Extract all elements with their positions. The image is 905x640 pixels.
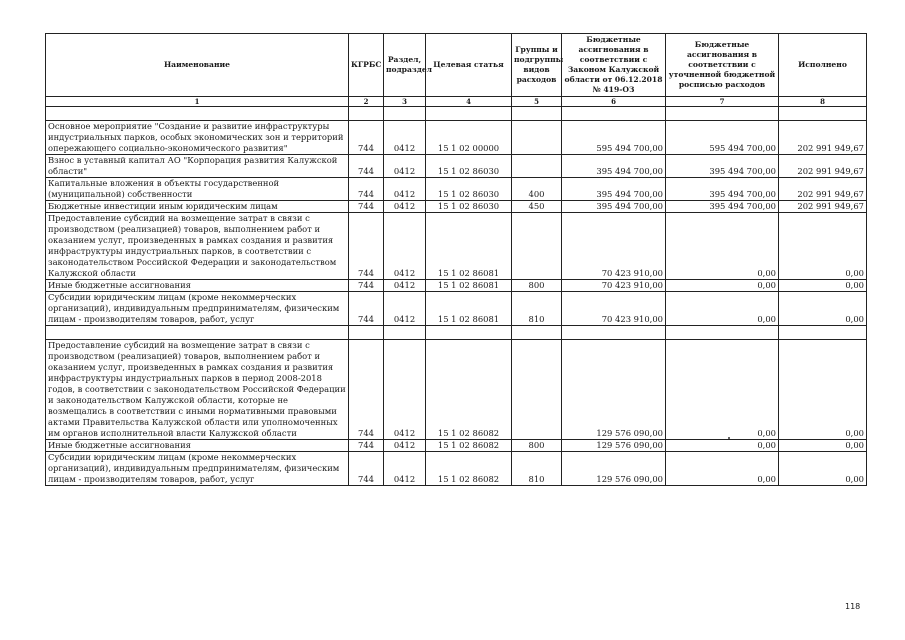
row-executed: 0,00 (779, 280, 867, 292)
column-number: 1 (46, 97, 349, 107)
row-name: Субсидии юридическим лицам (кроме некоммерческих организаций), индивидуальным предпринимателям, физическим лицам - производителям товаров, работ, услуг (46, 452, 349, 486)
row-executed: 0,00 (779, 340, 867, 440)
row-assigned-refined: 595 494 700,00 (666, 121, 779, 155)
row-kgrbs: 744 (349, 178, 384, 201)
header-name: Наименование (46, 34, 349, 97)
row-group: 810 (512, 452, 562, 486)
row-assigned-law: 595 494 700,00 (562, 121, 666, 155)
column-number: 4 (426, 97, 512, 107)
row-group: 450 (512, 201, 562, 213)
table-row (46, 280, 867, 292)
row-assigned-law: 395 494 700,00 (562, 155, 666, 178)
row-target: 15 1 02 00000 (426, 121, 512, 155)
row-target: 15 1 02 86081 (426, 292, 512, 326)
row-kgrbs: 744 (349, 440, 384, 452)
stray-mark (728, 437, 730, 439)
row-name: Иные бюджетные ассигнования (46, 440, 349, 452)
column-number: 2 (349, 97, 384, 107)
row-target: 15 1 02 86030 (426, 178, 512, 201)
row-assigned-refined: 395 494 700,00 (666, 155, 779, 178)
budget-table (45, 33, 867, 486)
row-kgrbs: 744 (349, 121, 384, 155)
table-row (46, 155, 867, 178)
row-assigned-law: 395 494 700,00 (562, 201, 666, 213)
row-target: 15 1 02 86081 (426, 213, 512, 280)
row-assigned-refined: 0,00 (666, 213, 779, 280)
row-executed: 202 991 949,67 (779, 178, 867, 201)
row-section: 0412 (384, 201, 426, 213)
row-assigned-law: 70 423 910,00 (562, 280, 666, 292)
row-executed: 0,00 (779, 452, 867, 486)
row-assigned-law: 129 576 090,00 (562, 340, 666, 440)
row-kgrbs: 744 (349, 280, 384, 292)
row-assigned-law: 129 576 090,00 (562, 452, 666, 486)
row-target: 15 1 02 86082 (426, 440, 512, 452)
row-target: 15 1 02 86030 (426, 155, 512, 178)
row-section: 0412 (384, 213, 426, 280)
row-target: 15 1 02 86082 (426, 452, 512, 486)
row-name: Субсидии юридическим лицам (кроме некоммерческих организаций), индивидуальным предпринимателям, физическим лицам - производителям товаров, работ, услуг (46, 292, 349, 326)
row-group (512, 213, 562, 280)
table-row (46, 340, 867, 440)
row-assigned-refined: 395 494 700,00 (666, 178, 779, 201)
table-row (46, 201, 867, 213)
row-kgrbs: 744 (349, 292, 384, 326)
row-executed: 202 991 949,67 (779, 155, 867, 178)
column-number: 8 (779, 97, 867, 107)
column-number: 6 (562, 97, 666, 107)
row-assigned-refined: 395 494 700,00 (666, 201, 779, 213)
row-name: Взнос в уставный капитал АО "Корпорация развития Калужской области" (46, 155, 349, 178)
row-name: Предоставление субсидий на возмещение затрат в связи с производством (реализацией) товаров, выполнением работ и оказанием услуг, произведенных в рамках создания и развития инфраструктуры индустриальных парков в период 2008-2018 годов, в соответствии с законодательством Российской Федерации и законодательством Калужской области, которые не возмещались в соответствии с иными нормативными правовыми актами Правительства Калужской области или уполномоченных им органов исполнительной власти Калужской области (46, 340, 349, 440)
row-group: 810 (512, 292, 562, 326)
row-kgrbs: 744 (349, 155, 384, 178)
row-group (512, 155, 562, 178)
budget-table-sheet (45, 33, 866, 486)
table-row (46, 178, 867, 201)
row-assigned-refined: 0,00 (666, 292, 779, 326)
row-executed: 0,00 (779, 213, 867, 280)
row-group (512, 340, 562, 440)
spacer-row (46, 326, 867, 340)
row-assigned-refined: 0,00 (666, 440, 779, 452)
header-assigned-law: Бюджетные ассигнования в соответствии с Законом Калужской области от 06.12.2018 № 419-ОЗ (562, 34, 666, 97)
row-section: 0412 (384, 292, 426, 326)
row-name: Капитальные вложения в объекты государственной (муниципальной) собственности (46, 178, 349, 201)
row-executed: 0,00 (779, 440, 867, 452)
table-row (46, 292, 867, 326)
row-assigned-refined: 0,00 (666, 452, 779, 486)
column-number-row (46, 97, 867, 107)
row-group (512, 121, 562, 155)
row-name: Основное мероприятие "Создание и развитие инфраструктуры индустриальных парков, особых экономических зон и территорий опережающего социально-экономического развития" (46, 121, 349, 155)
column-number: 3 (384, 97, 426, 107)
row-section: 0412 (384, 340, 426, 440)
row-executed: 0,00 (779, 292, 867, 326)
row-target: 15 1 02 86030 (426, 201, 512, 213)
row-assigned-law: 70 423 910,00 (562, 292, 666, 326)
row-assigned-refined: 0,00 (666, 340, 779, 440)
row-target: 15 1 02 86082 (426, 340, 512, 440)
row-assigned-refined: 0,00 (666, 280, 779, 292)
row-section: 0412 (384, 178, 426, 201)
row-group: 800 (512, 280, 562, 292)
row-kgrbs: 744 (349, 201, 384, 213)
row-kgrbs: 744 (349, 452, 384, 486)
row-assigned-law: 70 423 910,00 (562, 213, 666, 280)
row-assigned-law: 129 576 090,00 (562, 440, 666, 452)
page-number: 118 (845, 602, 861, 611)
row-section: 0412 (384, 452, 426, 486)
row-name: Иные бюджетные ассигнования (46, 280, 349, 292)
row-section: 0412 (384, 440, 426, 452)
table-row (46, 213, 867, 280)
row-section: 0412 (384, 155, 426, 178)
table-row (46, 440, 867, 452)
header-target: Целевая статья (426, 34, 512, 97)
table-row (46, 452, 867, 486)
header-row (46, 34, 867, 97)
header-section: Раздел, подраздел (384, 34, 426, 97)
row-kgrbs: 744 (349, 213, 384, 280)
row-kgrbs: 744 (349, 340, 384, 440)
row-section: 0412 (384, 121, 426, 155)
row-group: 800 (512, 440, 562, 452)
row-target: 15 1 02 86081 (426, 280, 512, 292)
header-assigned-refined: Бюджетные ассигнования в соответствии с уточненной бюджетной росписью расходов (666, 34, 779, 97)
row-group: 400 (512, 178, 562, 201)
spacer-row (46, 107, 867, 121)
row-executed: 202 991 949,67 (779, 201, 867, 213)
row-section: 0412 (384, 280, 426, 292)
table-row (46, 121, 867, 155)
row-name: Бюджетные инвестиции иным юридическим лицам (46, 201, 349, 213)
row-name: Предоставление субсидий на возмещение затрат в связи с производством (реализацией) товаров, выполнением работ и оказанием услуг, произведенных в рамках создания и развития инфраструктуры индустриальных парков, в соответствии с законодательством Российской Федерации и законодательством Калужской области (46, 213, 349, 280)
header-kgrbs: КГРБС (349, 34, 384, 97)
row-assigned-law: 395 494 700,00 (562, 178, 666, 201)
column-number: 5 (512, 97, 562, 107)
header-group: Группы и подгруппы видов расходов (512, 34, 562, 97)
row-executed: 202 991 949,67 (779, 121, 867, 155)
column-number: 7 (666, 97, 779, 107)
header-executed: Исполнено (779, 34, 867, 97)
